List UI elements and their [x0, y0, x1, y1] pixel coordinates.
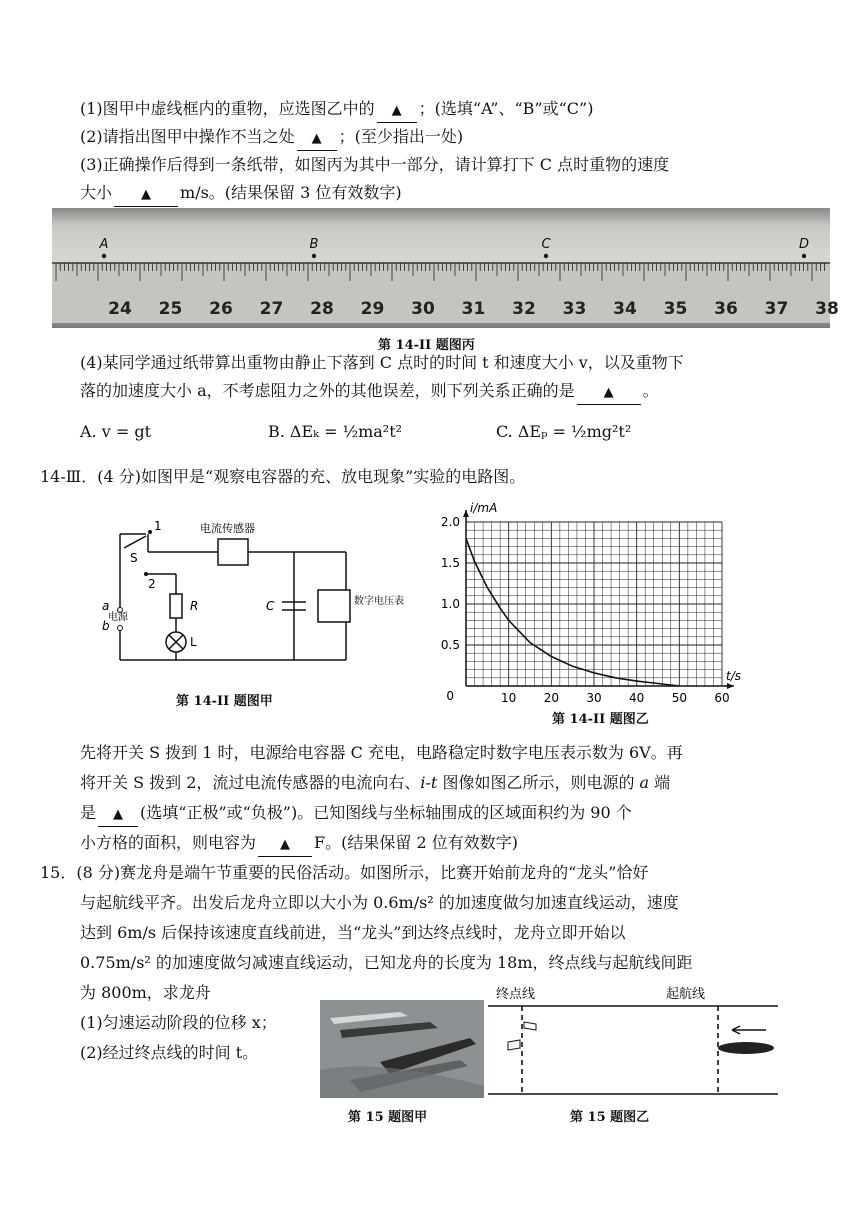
option-b[interactable]: B. ΔEₖ = ½ma²t²: [268, 422, 403, 441]
item3-text-b: 大小: [80, 183, 113, 202]
blank-mark: ▲: [603, 385, 614, 400]
item4-text: (4)某同学通过纸带算出重物由静止下落到 C 点时的时间 t 和速度大小 v，以及重物下: [80, 353, 684, 372]
paper-tape-figure: [52, 208, 839, 328]
x-arrow: [727, 683, 734, 689]
label-meter: 数字电压表: [354, 596, 404, 607]
q14-3-para3: [80, 802, 632, 827]
label-switch: S: [130, 551, 138, 565]
blank-mark: ▲: [141, 187, 152, 202]
label-pos2: 2: [148, 577, 156, 591]
tape-point-label: C: [541, 237, 551, 252]
ruler-number: 35: [663, 299, 688, 319]
ruler-number: 28: [310, 299, 334, 319]
q14-2-item2: [80, 126, 463, 151]
x-tick-label: 10: [501, 691, 517, 705]
item3-hint: m/s。(结果保留 3 位有效数字): [180, 183, 402, 202]
para2-end: 端: [649, 773, 671, 792]
q14-2-item4-line1: [80, 352, 684, 374]
option-a[interactable]: A. v = gt: [80, 422, 152, 441]
finish-line-label: 终点线: [496, 987, 536, 1002]
tape-dot: [544, 254, 548, 258]
dragon-boat: [718, 1042, 774, 1054]
ruler-number: 29: [360, 299, 385, 319]
ruler-number: 30: [411, 299, 435, 319]
tape-dot: [802, 254, 806, 258]
para2-text: 将开关 S 拨到 2，流过电流传感器的电流向右、: [80, 773, 421, 792]
para2-a: a: [639, 773, 650, 792]
item2-hint: ；(至少指出一处): [338, 127, 464, 146]
q14-2-item1: [80, 98, 593, 123]
ruler-numbers: [108, 299, 839, 319]
photo-caption: 第 15 题图甲: [348, 1110, 428, 1125]
para2-text-b: 图像如图乙所示，则电源的: [437, 773, 640, 792]
para2-it: i-t: [420, 773, 438, 792]
blank-mark: ▲: [391, 103, 402, 118]
item4-text-b: 落的加速度大小 a，不考虑阻力之外的其他误差，则下列关系正确的是: [80, 381, 575, 400]
ruler-number: 38: [815, 299, 839, 319]
circuit-diagram: [96, 512, 416, 682]
answer-blank-3[interactable]: [114, 182, 178, 207]
x-axis-label: t/s: [726, 669, 741, 683]
label-pos1: 1: [154, 519, 162, 533]
q14-3-heading: 14-Ⅲ．(4 分)如图甲是“观察电容器的充、放电现象”实验的电路图。: [40, 467, 526, 486]
graph-axes: [463, 510, 734, 689]
switch-contact-2: [144, 572, 148, 576]
blank-mark: ▲: [280, 837, 291, 852]
terminal-b: [118, 626, 123, 631]
x-tick-label: 50: [671, 691, 687, 705]
flag-lower: [508, 1040, 520, 1050]
y-arrow: [463, 510, 469, 517]
x-tick-label: 40: [629, 691, 645, 705]
para3-text-b: (选填“正极”或“负极”)。已知图线与坐标轴围成的区域面积约为 90 个: [140, 803, 632, 822]
q14-3-para1: 先将开关 S 拨到 1 时，电源给电容器 C 充电，电路稳定时数字电压表示数为 6V。再: [80, 743, 683, 762]
item1-hint: ；(选填“A”、“B”或“C”): [418, 99, 594, 118]
ruler-number: 33: [562, 299, 587, 319]
q14-2-item3-line2: [80, 182, 402, 207]
ruler-number: 24: [108, 299, 132, 319]
label-b: b: [102, 619, 110, 633]
x-tick-label: 20: [543, 691, 559, 705]
q15-line2: 与起航线平齐。出发后龙舟立即以大小为 0.6m/s² 的加速度做匀加速直线运动，速度: [80, 893, 679, 912]
ruler-number: 34: [613, 299, 637, 319]
q15-line5: 为 800m，求龙舟: [80, 983, 211, 1002]
y-tick-label: 2.0: [440, 515, 460, 529]
circuit-caption: 第 14-II 题图甲: [176, 694, 273, 709]
blank-mark: ▲: [311, 131, 322, 146]
tape-dot: [102, 254, 106, 258]
label-source: 电源: [108, 612, 128, 623]
answer-blank-5[interactable]: [98, 802, 138, 827]
blank-mark: ▲: [113, 807, 124, 822]
flag-upper: [524, 1022, 536, 1030]
lane-caption: 第 15 题图乙: [570, 1110, 650, 1125]
tape-point-label: B: [309, 237, 319, 252]
answer-blank-1[interactable]: [377, 98, 417, 123]
ruler-number: 25: [158, 299, 183, 319]
ruler-number: 31: [461, 299, 486, 319]
q15-line3: 达到 6m/s 后保持该速度直线前进，当“龙头”到达终点线时，龙舟立即开始以: [80, 923, 626, 942]
y-tick-label: 1.0: [440, 597, 460, 611]
option-c[interactable]: C. ΔEₚ = ½mg²t²: [496, 422, 632, 441]
q15-sub2: (2)经过终点线的时间 t。: [80, 1043, 259, 1062]
start-line-label: 起航线: [666, 987, 706, 1002]
para3-text: 是: [80, 803, 97, 822]
ruler-number: 27: [259, 299, 284, 319]
y-tick-label: 0.5: [440, 638, 460, 652]
q14-2-item4-line2: [80, 380, 659, 405]
ruler-number: 26: [209, 299, 233, 319]
label-a: a: [102, 599, 110, 613]
ruler-number: 37: [764, 299, 789, 319]
label-sensor: 电流传感器: [200, 522, 255, 535]
answer-blank-6[interactable]: [258, 832, 312, 857]
tape-point-label: A: [99, 237, 109, 252]
ruler-number: 32: [512, 299, 536, 319]
para4-text-b: F。(结果保留 2 位有效数字): [314, 833, 518, 852]
tape-caption: 第 14-II 题图丙: [378, 338, 475, 353]
q15-line4: 0.75m/s² 的加速度做匀减速直线运动，已知龙舟的长度为 18m，终点线与起航线间距: [80, 953, 693, 972]
switch-contact-1: [148, 530, 152, 534]
tape-dot: [312, 254, 316, 258]
para4-text: 小方格的面积，则电容为: [80, 833, 257, 852]
lane-diagram: [488, 980, 808, 1104]
graph-grid: [466, 522, 722, 686]
label-c: C: [266, 599, 275, 613]
item2-text: (2)请指出图甲中操作不当之处: [80, 127, 295, 146]
y-axis-label: i/mA: [470, 501, 498, 515]
q14-3-para2: [80, 772, 670, 794]
q15-sub1: (1)匀速运动阶段的位移 x；: [80, 1013, 277, 1032]
q14-3-para4: [80, 832, 518, 857]
y-tick-label: 1.5: [440, 556, 460, 570]
i-t-graph: [430, 498, 750, 704]
ruler-number: 36: [714, 299, 738, 319]
tape-point-label: D: [798, 237, 810, 252]
item1-text: (1)图甲中虚线框内的重物，应选图乙中的: [80, 99, 375, 118]
label-l: L: [190, 635, 197, 649]
item4-end: 。: [642, 381, 659, 400]
dragon-boat-photo: [320, 1000, 484, 1098]
label-r: R: [190, 599, 199, 613]
answer-blank-4[interactable]: [577, 380, 641, 405]
origin-label: 0: [446, 689, 454, 703]
q14-2-item3-line1: [80, 154, 669, 176]
x-tick-label: 60: [714, 691, 730, 705]
q15-line1: 15．(8 分)赛龙舟是端午节重要的民俗活动。如图所示，比赛开始前龙舟的“龙头”恰好: [40, 863, 649, 882]
answer-blank-2[interactable]: [297, 126, 337, 151]
x-tick-label: 30: [586, 691, 602, 705]
item3-text: (3)正确操作后得到一条纸带，如图丙为其中一部分，请计算打下 C 点时重物的速度: [80, 155, 670, 174]
graph-caption: 第 14-II 题图乙: [552, 712, 649, 727]
